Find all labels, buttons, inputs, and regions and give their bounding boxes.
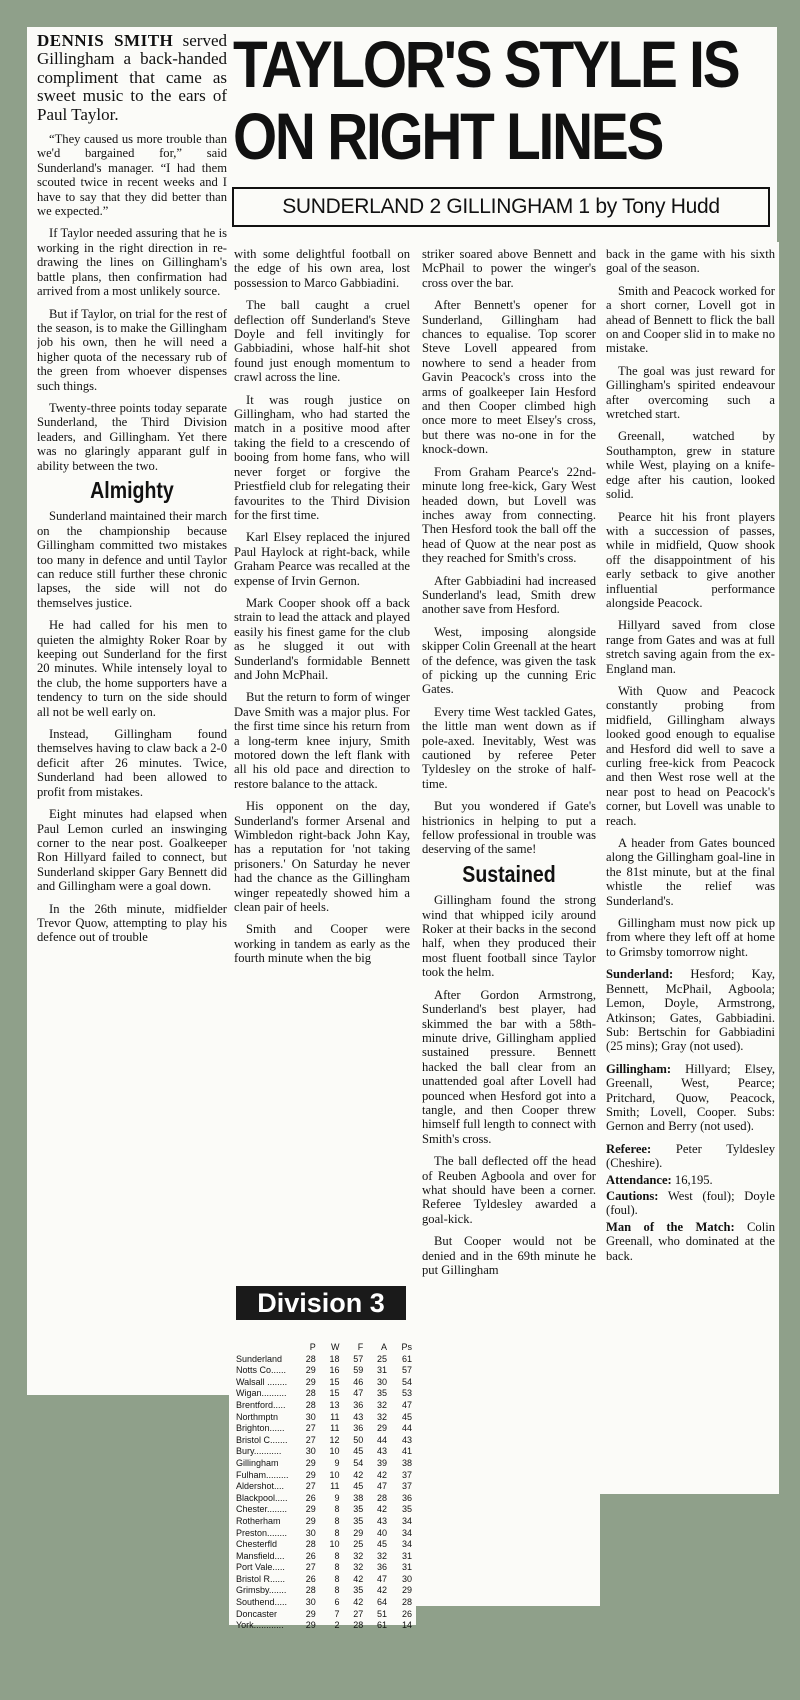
paragraph: The goal was just reward for Gillingham's spirited endeavour after overcoming such a wretched start.	[606, 363, 775, 422]
table-row	[236, 1516, 412, 1528]
table-team-cell: Preston........	[236, 1527, 288, 1538]
paragraph: But the return to form of winger Dave Smith was a major plus. For the first time since his return from a long-term knee injury, Smith motored down the left flank with all his old pace and direction to restore balance to the attack.	[234, 690, 410, 791]
table-team-cell: Sunderland	[236, 1353, 283, 1364]
table-stat-cell: 16	[329, 1365, 340, 1376]
table-stat-cell: 41	[401, 1446, 412, 1457]
referee-value: Peter Tyldesley (Cheshire).	[606, 1141, 775, 1171]
table-stat-cell: 29	[305, 1469, 316, 1480]
paragraph: Every time West tackled Gates, the little man went down as if pole-axed. Inevitably, West was cautioned by referee Peter Tyldesley on the stroke of half-time.	[422, 704, 596, 791]
paragraph: Sunderland maintained their march on the championship because Gillingham committed two mistakes too many in defence and until Taylor can reduce still further these chronic lapses, the side will not do themselves justice.	[37, 509, 227, 610]
table-stat-cell: 28	[401, 1597, 412, 1608]
paragraph: After Bennett's opener for Sunderland, Gillingham had chances to equalise. Top scorer Steve Lovell appeared from nowhere to send a header from Gavin Peacock's cross into the arms of goalkeeper Iain Hesford and then Cooper climbed high once more to meet Elsey's cross, but there was no-one in for the knock-down.	[422, 298, 596, 457]
table-stat-cell: 8	[334, 1550, 340, 1561]
paragraph: With Quow and Peacock constantly probing from midfield, Gillingham always looked good enough to equalise and Hesford did well to save a curling free-kick from Peacock and then West rose well at the near post to head on Peacock's corner, but Lovell was unable to reach.	[606, 683, 775, 828]
table-stat-cell: 32	[353, 1562, 364, 1573]
table-stat-cell: 28	[305, 1353, 316, 1364]
lead-name: DENNIS SMITH	[37, 32, 174, 50]
table-stat-cell: 34	[401, 1539, 412, 1550]
paragraph: He had called for his men to quieten the almighty Roker Roar by keeping out Sunderland for the first 20 minutes. While intensely loyal to the club, the home supporters have a tendency to turn on the side should all not be well early on.	[37, 618, 227, 719]
table-stat-cell: 27	[305, 1562, 316, 1573]
table-stat-cell: 28	[353, 1620, 364, 1631]
table-stat-cell: 32	[376, 1399, 387, 1410]
table-stat-cell: 45	[401, 1411, 412, 1422]
table-stat-cell: 11	[330, 1423, 340, 1434]
motm-label: Man of the Match:	[606, 1219, 735, 1234]
table-team-cell: Bury...........	[236, 1446, 282, 1457]
table-team-cell: Gillingham	[236, 1457, 279, 1468]
table-stat-cell: 42	[353, 1597, 364, 1608]
table-stat-cell: 29	[376, 1423, 387, 1434]
table-stat-cell: 30	[376, 1376, 387, 1387]
table-team-cell: Northmptn	[236, 1411, 279, 1422]
paragraph: Hillyard saved from close range from Gates and was at full stretch saving again from the ex-England man.	[606, 618, 775, 676]
paragraph: Twenty-three points today separate Sunderland, the Third Division leaders, and Gillingham. Yet there was no glaringly apparant gulf in ability between the two.	[37, 400, 227, 473]
subhead-almighty: Almighty	[90, 476, 174, 503]
table-row	[236, 1574, 412, 1586]
table-stat-cell: 2	[334, 1620, 340, 1631]
table-stat-cell: 11	[330, 1481, 340, 1492]
table-stat-cell: 42	[353, 1573, 364, 1584]
lead-text: served Gillingham a back-handed compliment that came as sweet music to the ears of Paul Taylor.	[37, 32, 227, 124]
table-stat-cell: 54	[353, 1457, 364, 1468]
table-stat-cell: 10	[329, 1446, 340, 1457]
table-stat-cell: 42	[376, 1585, 387, 1596]
team-label: Sunderland:	[606, 967, 674, 982]
headline-line-1: TAYLOR'S STYLE IS	[233, 27, 739, 101]
table-team-cell: Grimsby.......	[236, 1585, 287, 1596]
table-stat-cell: 28	[305, 1585, 316, 1596]
paragraph: Gillingham must now pick up from where they left off at home to Grimsby tomorrow night.	[606, 916, 775, 959]
table-stat-cell: 6	[334, 1597, 340, 1608]
motm-value: Colin Greenall, who dominated at the back.	[606, 1219, 775, 1263]
table-stat-cell: 35	[401, 1504, 412, 1515]
paragraph: Eight minutes had elapsed when Paul Lemon curled an inswinging corner to the near post. Goalkeeper Ron Hillyard failed to connect, but Sunderland skipper Gary Bennett did and Gillingham were a goal down.	[37, 807, 227, 894]
table-stat-cell: 29	[305, 1504, 316, 1515]
table-row	[236, 1400, 412, 1412]
table-stat-cell: 28	[305, 1539, 316, 1550]
table-row	[236, 1597, 412, 1609]
table-stat-cell: 26	[401, 1608, 412, 1619]
league-table	[236, 1342, 412, 1632]
table-row	[236, 1620, 412, 1632]
table-stat-cell: 9	[334, 1492, 340, 1503]
table-stat-cell: 42	[376, 1504, 387, 1515]
table-stat-cell: 10	[329, 1469, 340, 1480]
table-stat-cell: 28	[305, 1388, 316, 1399]
table-stat-cell: 47	[376, 1481, 387, 1492]
cautions-value: West (foul); Doyle (foul).	[606, 1188, 775, 1218]
table-row	[236, 1435, 412, 1447]
table-stat-cell: 29	[401, 1585, 412, 1596]
table-team-cell: Doncaster	[236, 1608, 278, 1619]
paragraph: In the 26th minute, midfielder Trevor Quow, attempting to play his defence out of trouble	[37, 901, 227, 945]
table-stat-cell: 8	[334, 1585, 340, 1596]
table-team-cell: Port Vale.....	[236, 1562, 285, 1573]
table-stat-cell: 27	[305, 1434, 316, 1445]
table-stat-cell: 50	[353, 1434, 364, 1445]
division-3-title: Division 3	[236, 1286, 406, 1320]
table-stat-cell: 29	[305, 1457, 316, 1468]
table-stat-cell: 64	[376, 1597, 387, 1608]
table-row	[236, 1446, 412, 1458]
table-stat-cell: 35	[353, 1585, 364, 1596]
byline-text: SUNDERLAND 2 GILLINGHAM 1 by Tony Hudd	[282, 195, 720, 218]
article-column-4	[606, 247, 775, 1492]
table-stat-cell: 29	[305, 1620, 316, 1631]
table-row	[236, 1562, 412, 1574]
paragraph: West, imposing alongside skipper Colin Greenall at the heart of the defence, was given the task of picking up the cunning Eric Gates.	[422, 624, 596, 697]
table-stat-cell: 28	[305, 1399, 316, 1410]
team-label: Gillingham:	[606, 1061, 672, 1076]
table-stat-cell: 36	[353, 1399, 364, 1410]
paragraph: Mark Cooper shook off a back strain to lead the attack and played easily his finest game for the club as he slugged it out with Sunderland's formidable Bennett and John McPhail.	[234, 595, 410, 682]
table-stat-cell: 43	[353, 1411, 364, 1422]
table-stat-cell: 10	[329, 1539, 340, 1550]
paragraph: Gillingham found the strong wind that whipped icily around Roker at their backs in the second half, when they produced their most fluent football since Taylor took the helm.	[422, 893, 596, 980]
table-stat-cell: 26	[305, 1550, 316, 1561]
paragraph: The ball deflected off the head of Reuben Agboola and over for what should have been a corner. Referee Tyldesley awarded a goal-kick.	[422, 1154, 596, 1226]
table-stat-cell: 47	[376, 1573, 387, 1584]
cautions	[606, 1189, 775, 1218]
table-header-cell: P	[309, 1342, 316, 1352]
table-stat-cell: 27	[305, 1423, 316, 1434]
table-stat-cell: 59	[353, 1365, 364, 1376]
table-header-cell: Ps	[401, 1342, 412, 1352]
table-stat-cell: 11	[330, 1411, 340, 1422]
table-header-row	[236, 1342, 412, 1354]
table-row	[236, 1551, 412, 1563]
table-stat-cell: 7	[334, 1608, 340, 1619]
paragraph: Instead, Gillingham found themselves having to claw back a 2-0 deficit after 26 minutes. Twice, Sunderland had been allowed to profit from mistakes.	[37, 727, 227, 799]
paragraph: From Graham Pearce's 22nd-minute long free-kick, Gary West headed down, but Lovell was inches away from connecting. Then Hesford took the ball off the head of Quow at the near post as they reached for Smith's cross.	[422, 464, 596, 566]
table-stat-cell: 57	[401, 1365, 412, 1376]
table-stat-cell: 35	[376, 1388, 387, 1399]
table-stat-cell: 29	[305, 1376, 316, 1387]
table-stat-cell: 45	[353, 1446, 364, 1457]
team-sunderland	[606, 967, 775, 1053]
man-of-the-match	[606, 1220, 775, 1263]
paragraph: Smith and Cooper were working in tandem as early as the fourth minute when the big	[234, 922, 410, 966]
table-row	[236, 1388, 412, 1400]
table-stat-cell: 53	[401, 1388, 412, 1399]
table-stat-cell: 57	[353, 1353, 364, 1364]
table-stat-cell: 45	[376, 1539, 387, 1550]
table-stat-cell: 44	[376, 1434, 387, 1445]
table-stat-cell: 36	[401, 1492, 412, 1503]
paragraph: If Taylor needed assuring that he is working in the right direction in re-drawing the lines on Gillingham's battle plans, then confirmation had arrived from a most unlikely source.	[37, 226, 227, 299]
paragraph: A header from Gates bounced along the Gillingham goal-line in the 81st minute, but at the final whistle the relief was Sunderland's.	[606, 836, 775, 908]
table-stat-cell: 31	[401, 1550, 412, 1561]
table-team-cell: Bristol C.......	[236, 1434, 288, 1445]
table-row	[236, 1504, 412, 1516]
table-header-cell: A	[380, 1342, 387, 1352]
paragraph: His opponent on the day, Sunderland's former Arsenal and Wimbledon right-back John Kay, has a reputation for 'not taking prisoners.' On Saturday he never had the chance as the Gillingham winger repeatedly showed him a clean pair of heels.	[234, 799, 410, 915]
table-header-cell: F	[357, 1342, 364, 1352]
paragraph: Greenall, watched by Southampton, grew in stature while West, playing on a knife-edge after his caution, looked solid.	[606, 429, 775, 502]
table-team-cell: Mansfield....	[236, 1550, 285, 1561]
table-stat-cell: 30	[401, 1573, 412, 1584]
table-stat-cell: 15	[329, 1376, 340, 1387]
table-stat-cell: 8	[334, 1515, 340, 1526]
table-team-cell: Wigan..........	[236, 1388, 287, 1399]
table-row	[236, 1423, 412, 1435]
table-stat-cell: 8	[334, 1573, 340, 1584]
headline	[233, 27, 739, 173]
table-row	[236, 1493, 412, 1505]
table-stat-cell: 36	[376, 1562, 387, 1573]
table-row	[236, 1539, 412, 1551]
table-stat-cell: 15	[329, 1388, 340, 1399]
table-team-cell: Blackpool.....	[236, 1492, 288, 1503]
paragraph: But you wondered if Gate's histrionics in helping to put a fellow professional in trouble was deserving of the same!	[422, 799, 596, 857]
table-header-cell: W	[331, 1342, 340, 1352]
table-stat-cell: 30	[305, 1446, 316, 1457]
table-stat-cell: 31	[376, 1365, 387, 1376]
table-stat-cell: 29	[305, 1365, 316, 1376]
paragraph: The ball caught a cruel deflection off Sunderland's Steve Doyle and fell invitingly for Gabbiadini, whose half-hit shot found just enough momentum to crawl across the line.	[234, 298, 410, 385]
team-lineup: Hesford; Kay, Bennett, McPhail, Agboola; Lemon, Doyle, Armstrong, Atkinson; Gates, Gabbiadini. Sub: Bertschin for Gabbiadini (25 mins); Gray (not used).	[606, 967, 775, 1054]
table-team-cell: Chester........	[236, 1504, 288, 1515]
table-stat-cell: 43	[376, 1446, 387, 1457]
table-stat-cell: 47	[401, 1399, 412, 1410]
table-team-cell: Bristol R......	[236, 1573, 286, 1584]
table-row	[236, 1585, 412, 1597]
table-stat-cell: 40	[376, 1527, 387, 1538]
table-stat-cell: 28	[376, 1492, 387, 1503]
table-stat-cell: 26	[305, 1573, 316, 1584]
paragraph: “They caused us more trouble than we'd bargained for,” said Sunderland's manager. “I had them scouted twice in recent weeks and I have to say that they did better than we expected.”	[37, 132, 227, 219]
table-row	[236, 1470, 412, 1482]
team-lineup: Hillyard; Elsey, Greenall, West, Pearce; Pritchard, Quow, Peacock, Smith; Lovell, Cooper. Subs: Gernon and Berry (not used).	[606, 1061, 775, 1134]
paragraph: Karl Elsey replaced the injured Paul Haylock at right-back, while Graham Pearce was recalled at the expense of Irvin Gernon.	[234, 530, 410, 588]
table-stat-cell: 8	[334, 1562, 340, 1573]
subhead-sustained: Sustained	[462, 860, 556, 887]
paragraph: Pearce hit his front players with a succession of passes, while in midfield, Quow shook off the disappointment of his early setback to give another influential performance alongside Peacock.	[606, 509, 775, 610]
table-stat-cell: 30	[305, 1411, 316, 1422]
table-stat-cell: 38	[353, 1492, 364, 1503]
table-stat-cell: 42	[353, 1469, 364, 1480]
table-stat-cell: 51	[376, 1608, 387, 1619]
table-stat-cell: 30	[305, 1597, 316, 1608]
article-column-1	[37, 32, 227, 1390]
paragraph: striker soared above Bennett and McPhail to power the winger's cross over the bar.	[422, 247, 596, 290]
paragraph: with some delightful football on the edge of his own area, lost possession to Marco Gabbiadini.	[234, 247, 410, 290]
table-stat-cell: 42	[376, 1469, 387, 1480]
table-stat-cell: 25	[376, 1353, 387, 1364]
paragraph: After Gordon Armstrong, Sunderland's best player, had skimmed the bar with a 58th-minute drive, Gillingham applied sustained pressure. Bennett hacked the ball clear from an unattended goal after Lovell had pounced when Hesford got into a tangle, and then Cooper threw himself full length to connect with Smith's cross.	[422, 987, 596, 1146]
table-row	[236, 1481, 412, 1493]
table-team-cell: Brighton......	[236, 1423, 285, 1434]
paragraph: But Cooper would not be denied and in the 69th minute he put Gillingham	[422, 1234, 596, 1277]
table-stat-cell: 35	[353, 1504, 364, 1515]
table-row	[236, 1528, 412, 1540]
table-stat-cell: 47	[353, 1388, 364, 1399]
headline-line-2: ON RIGHT LINES	[233, 99, 663, 173]
table-row	[236, 1412, 412, 1424]
lead-paragraph	[37, 32, 227, 124]
table-stat-cell: 61	[376, 1620, 387, 1631]
attendance-label: Attendance:	[606, 1172, 672, 1187]
table-stat-cell: 31	[401, 1562, 412, 1573]
paragraph: It was rough justice on Gillingham, who had started the match in a positive mood after taking the field to a crescendo of booing from home fans, who will never forget or forgive the Priestfield club for relegating their favourites to the Third Division for the first time.	[234, 392, 410, 522]
table-team-cell: Walsall ........	[236, 1376, 288, 1387]
table-team-cell: Chesterfld	[236, 1539, 278, 1550]
table-stat-cell: 34	[401, 1527, 412, 1538]
paragraph: Smith and Peacock worked for a short corner, Lovell got in ahead of Bennett to flick the ball on and Cooper slid in to make no mistake.	[606, 283, 775, 356]
table-header-cell	[236, 1342, 292, 1354]
table-stat-cell: 30	[305, 1527, 316, 1538]
table-stat-cell: 43	[401, 1434, 412, 1445]
table-stat-cell: 25	[353, 1539, 364, 1550]
paragraph: But if Taylor, on trial for the rest of the season, is to make the Gillingham job his own, then he will need a higher quota of the necessary rub of the green from whoever dispenses such things.	[37, 306, 227, 393]
table-stat-cell: 29	[305, 1608, 316, 1619]
table-row	[236, 1458, 412, 1470]
attendance	[606, 1173, 775, 1187]
table-stat-cell: 34	[401, 1515, 412, 1526]
table-stat-cell: 8	[334, 1504, 340, 1515]
table-stat-cell: 12	[329, 1434, 340, 1445]
table-stat-cell: 43	[376, 1515, 387, 1526]
attendance-value: 16,195.	[674, 1172, 713, 1187]
table-stat-cell: 27	[353, 1608, 364, 1619]
byline	[232, 187, 770, 227]
paragraph: After Gabbiadini had increased Sunderland's lead, Smith drew another save from Hesford.	[422, 573, 596, 617]
table-stat-cell: 46	[353, 1376, 364, 1387]
team-gillingham	[606, 1062, 775, 1134]
table-team-cell: Southend.....	[236, 1597, 288, 1608]
table-stat-cell: 39	[376, 1457, 387, 1468]
referee	[606, 1142, 775, 1171]
table-team-cell: York............	[236, 1620, 284, 1631]
table-row	[236, 1377, 412, 1389]
table-team-cell: Rotherham	[236, 1515, 281, 1526]
table-stat-cell: 38	[401, 1457, 412, 1468]
cautions-label: Cautions:	[606, 1188, 659, 1203]
paragraph: back in the game with his sixth goal of the season.	[606, 247, 775, 276]
table-stat-cell: 29	[305, 1515, 316, 1526]
table-stat-cell: 13	[329, 1399, 340, 1410]
table-stat-cell: 14	[401, 1620, 412, 1631]
table-stat-cell: 8	[334, 1527, 340, 1538]
table-stat-cell: 44	[401, 1423, 412, 1434]
table-stat-cell: 54	[401, 1376, 412, 1387]
table-row	[236, 1365, 412, 1377]
table-stat-cell: 36	[353, 1423, 364, 1434]
table-team-cell: Brentford.....	[236, 1399, 286, 1410]
table-team-cell: Notts Co......	[236, 1365, 287, 1376]
table-row	[236, 1609, 412, 1621]
table-stat-cell: 37	[401, 1469, 412, 1480]
table-stat-cell: 45	[353, 1481, 364, 1492]
table-team-cell: Fulham.........	[236, 1469, 289, 1480]
table-stat-cell: 29	[353, 1527, 364, 1538]
table-stat-cell: 37	[401, 1481, 412, 1492]
table-stat-cell: 27	[305, 1481, 316, 1492]
table-stat-cell: 18	[329, 1353, 340, 1364]
table-stat-cell: 61	[401, 1353, 412, 1364]
article-column-3	[422, 247, 596, 1602]
referee-label: Referee:	[606, 1141, 652, 1156]
table-stat-cell: 32	[376, 1411, 387, 1422]
table-stat-cell: 9	[334, 1457, 340, 1468]
table-stat-cell: 26	[305, 1492, 316, 1503]
table-stat-cell: 32	[353, 1550, 364, 1561]
table-team-cell: Aldershot....	[236, 1481, 285, 1492]
table-stat-cell: 32	[376, 1550, 387, 1561]
table-row	[236, 1354, 412, 1366]
table-stat-cell: 35	[353, 1515, 364, 1526]
